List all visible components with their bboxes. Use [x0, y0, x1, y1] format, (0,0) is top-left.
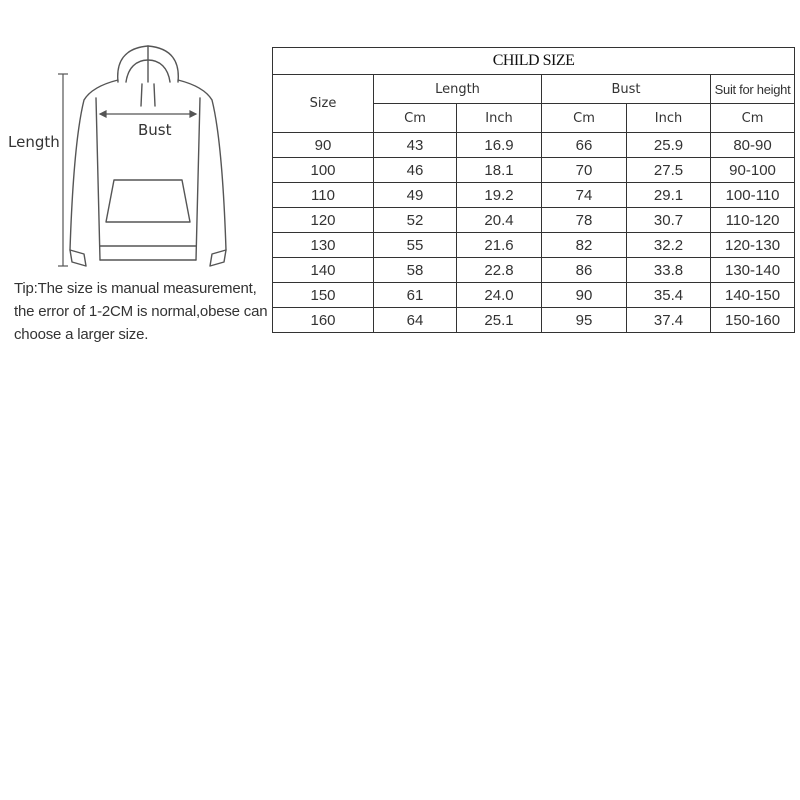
cell-height-cm: 110-120	[711, 208, 795, 233]
table-row	[273, 233, 795, 258]
cell-height-cm: 140-150	[711, 283, 795, 308]
cell-bust-inch: 27.5	[627, 158, 711, 183]
cell-bust-cm: 74	[542, 183, 627, 208]
cell-height-cm: 90-100	[711, 158, 795, 183]
cell-length-inch: 25.1	[457, 308, 542, 333]
cell-height-cm: 150-160	[711, 308, 795, 333]
cell-length-cm: 64	[374, 308, 457, 333]
cell-size: 90	[273, 133, 374, 158]
cell-height-cm: 130-140	[711, 258, 795, 283]
table-title: CHILD SIZE	[273, 48, 795, 75]
table-row	[273, 133, 795, 158]
cell-length-inch: 19.2	[457, 183, 542, 208]
cell-size: 150	[273, 283, 374, 308]
cell-size: 100	[273, 158, 374, 183]
cell-size: 120	[273, 208, 374, 233]
unit-length-inch: Inch	[457, 104, 542, 133]
cell-length-cm: 55	[374, 233, 457, 258]
table-row	[273, 258, 795, 283]
cell-length-inch: 18.1	[457, 158, 542, 183]
table-row	[273, 283, 795, 308]
cell-bust-inch: 25.9	[627, 133, 711, 158]
cell-bust-cm: 66	[542, 133, 627, 158]
header-bust: Bust	[542, 75, 711, 104]
child-size-table	[272, 47, 795, 333]
cell-length-cm: 58	[374, 258, 457, 283]
size-tip-text: Tip:The size is manual measurement, the error of 1-2CM is normal,obese can choose a larger size.	[14, 280, 268, 343]
unit-bust-cm: Cm	[542, 104, 627, 133]
cell-length-inch: 21.6	[457, 233, 542, 258]
cell-size: 110	[273, 183, 374, 208]
bust-label: Bust	[138, 121, 172, 139]
hoodie-diagram-icon	[0, 40, 270, 280]
unit-bust-inch: Inch	[627, 104, 711, 133]
cell-bust-cm: 78	[542, 208, 627, 233]
cell-bust-cm: 82	[542, 233, 627, 258]
unit-height-cm: Cm	[711, 104, 795, 133]
cell-height-cm: 80-90	[711, 133, 795, 158]
cell-bust-inch: 32.2	[627, 233, 711, 258]
cell-bust-cm: 70	[542, 158, 627, 183]
cell-bust-cm: 95	[542, 308, 627, 333]
cell-height-cm: 100-110	[711, 183, 795, 208]
cell-length-inch: 22.8	[457, 258, 542, 283]
table-row	[273, 183, 795, 208]
cell-bust-inch: 37.4	[627, 308, 711, 333]
cell-length-cm: 46	[374, 158, 457, 183]
header-length: Length	[374, 75, 542, 104]
cell-size: 140	[273, 258, 374, 283]
table-row	[273, 208, 795, 233]
length-label: Length	[8, 133, 60, 151]
cell-height-cm: 120-130	[711, 233, 795, 258]
cell-length-cm: 49	[374, 183, 457, 208]
cell-bust-cm: 86	[542, 258, 627, 283]
cell-length-cm: 61	[374, 283, 457, 308]
cell-length-cm: 43	[374, 133, 457, 158]
cell-bust-inch: 33.8	[627, 258, 711, 283]
cell-bust-cm: 90	[542, 283, 627, 308]
cell-size: 130	[273, 233, 374, 258]
cell-length-cm: 52	[374, 208, 457, 233]
table-row	[273, 158, 795, 183]
header-size: Size	[273, 75, 374, 133]
cell-length-inch: 20.4	[457, 208, 542, 233]
cell-bust-inch: 30.7	[627, 208, 711, 233]
cell-length-inch: 24.0	[457, 283, 542, 308]
cell-bust-inch: 35.4	[627, 283, 711, 308]
cell-size: 160	[273, 308, 374, 333]
cell-length-inch: 16.9	[457, 133, 542, 158]
header-suit-for-height: Suit for height	[711, 75, 795, 104]
unit-length-cm: Cm	[374, 104, 457, 133]
cell-bust-inch: 29.1	[627, 183, 711, 208]
table-row	[273, 308, 795, 333]
